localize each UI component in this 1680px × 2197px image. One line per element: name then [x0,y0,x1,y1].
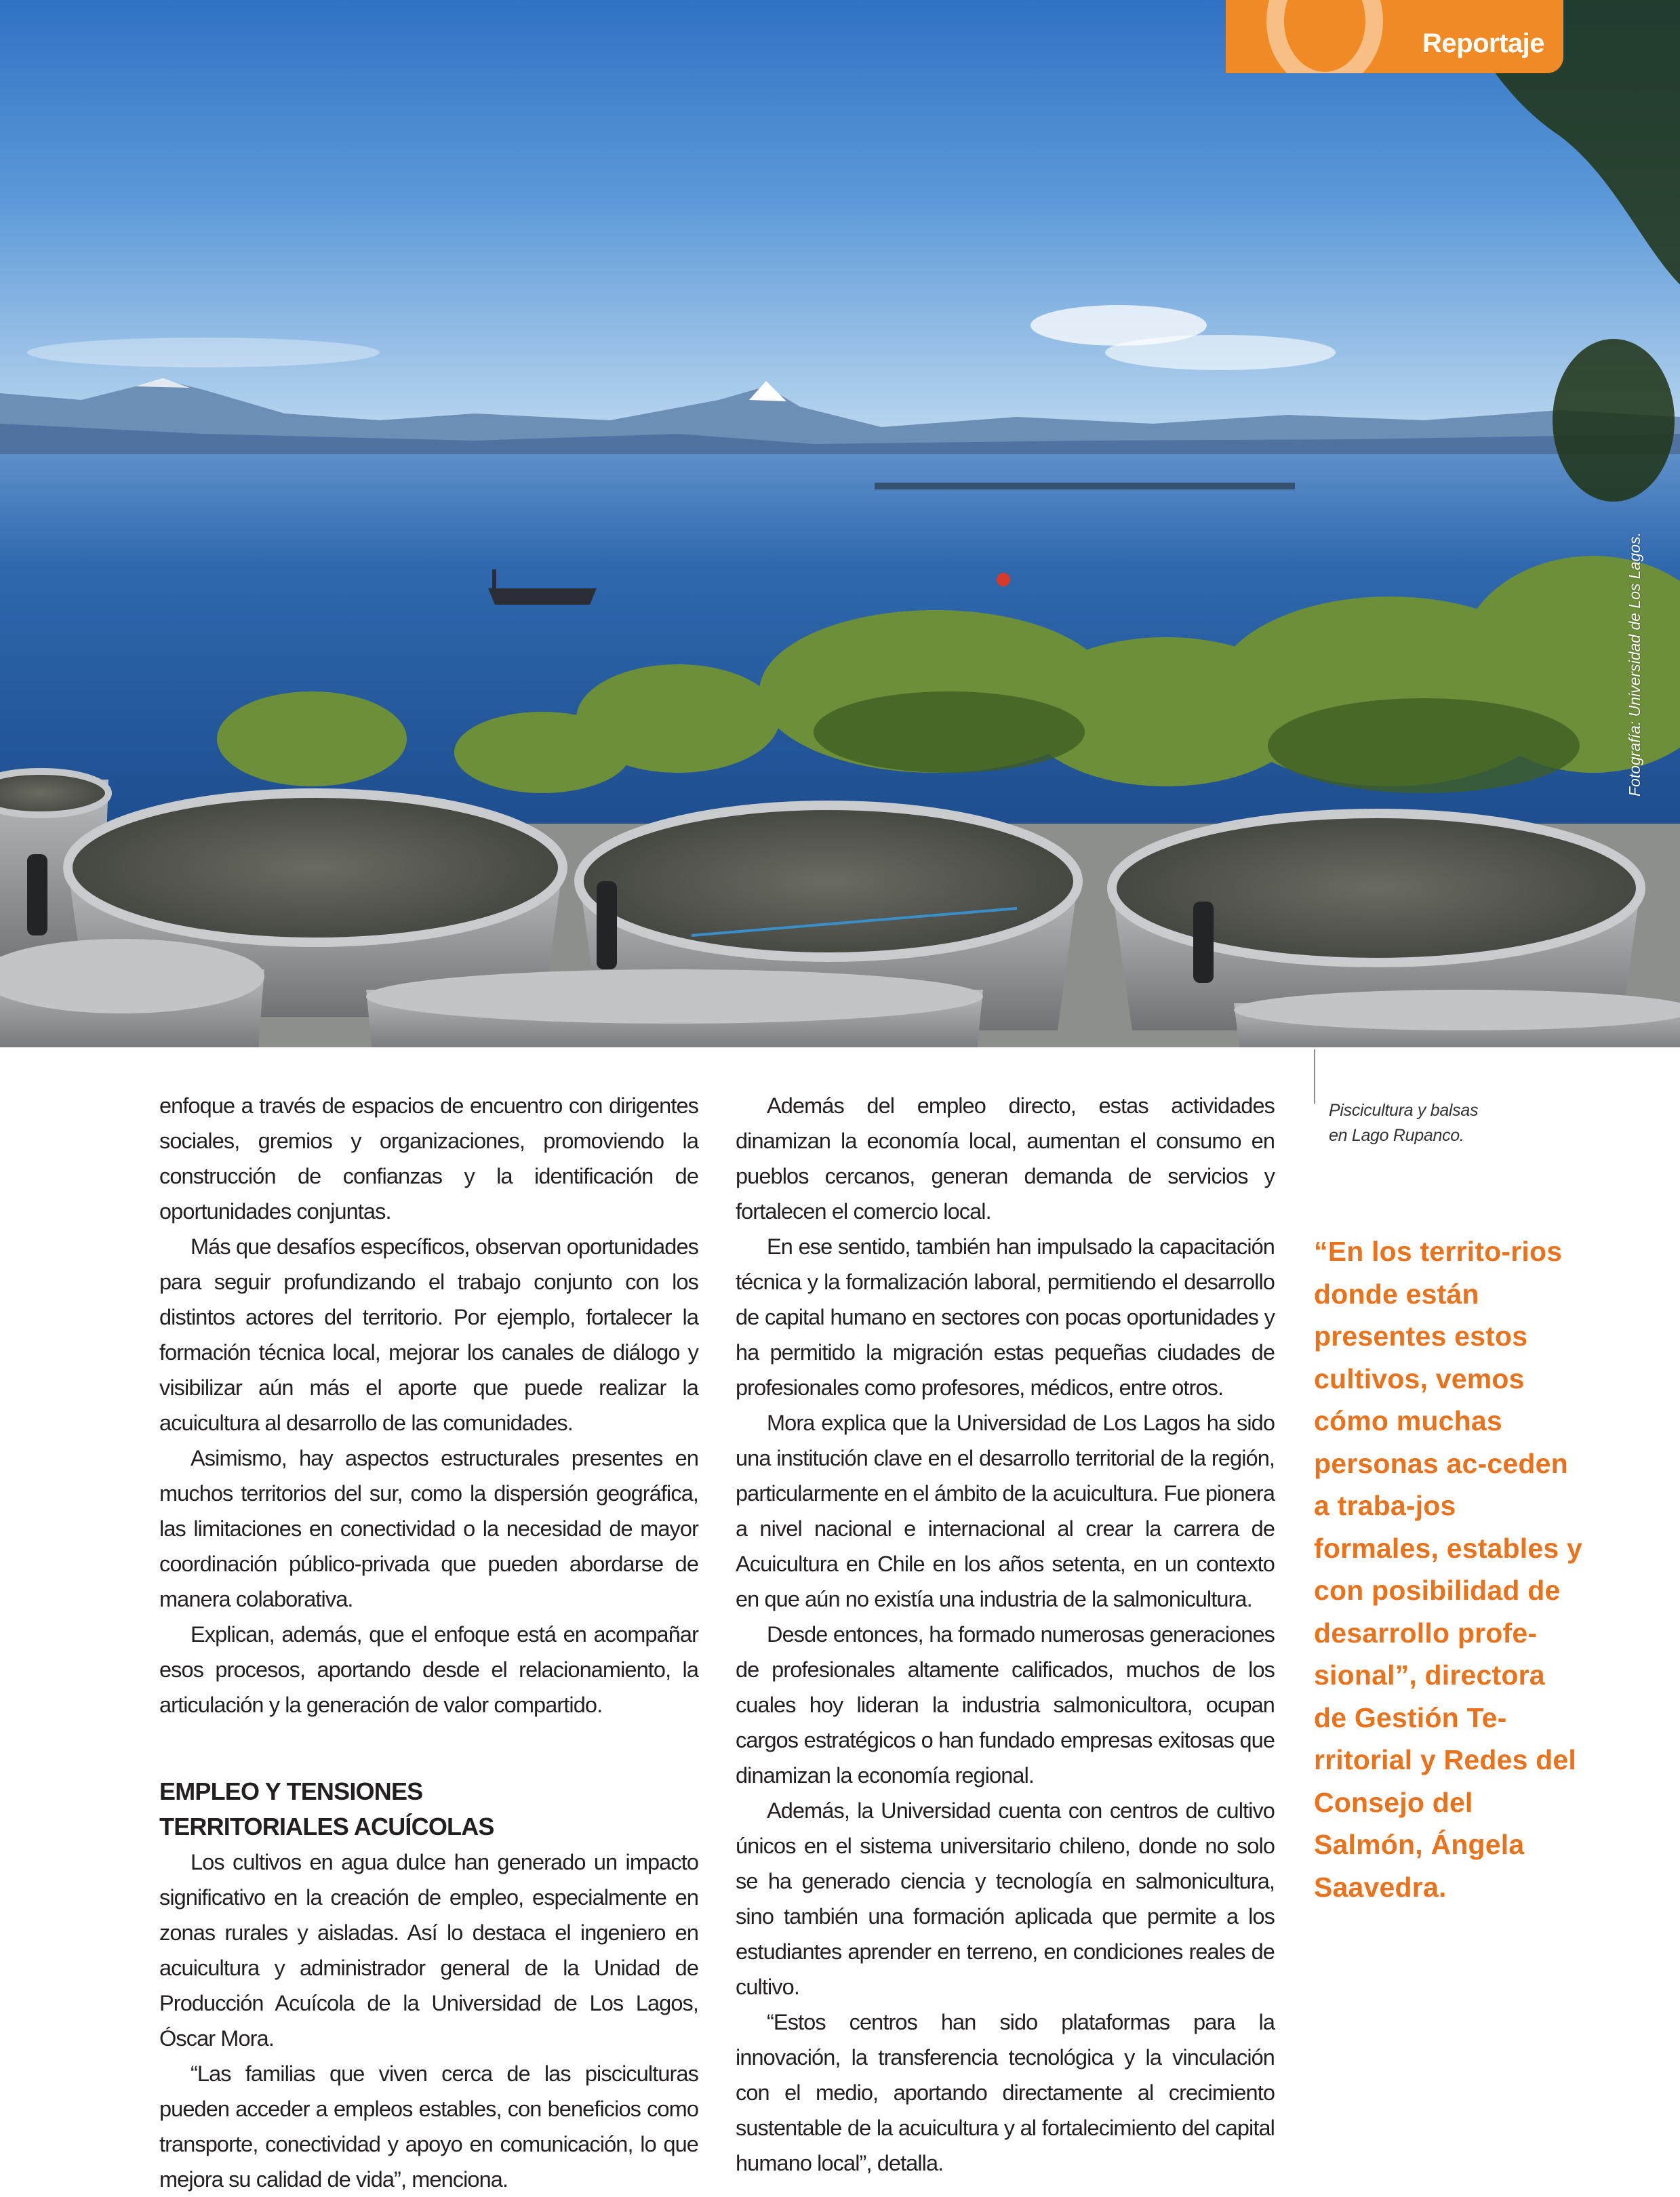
paragraph: Los cultivos en agua dulce han generado un impacto significativo en la creación de empleo, especialmente en zonas rurales y aisladas. Así lo destaca el ingeniero en acuicultura y administrador general de la Unidad de Producción Acuícola de la Universidad de Los Lagos, Óscar Mora. [159,1850,698,2051]
paragraph: “Las familias que viven cerca de las pisciculturas pueden acceder a empleos estables, con beneficios como transporte, conectividad y apoyo en comunicación, lo que mejora su calidad de vida”, menciona. [159,2061,698,2192]
paragraph: Explican, además, que el enfoque está en acompañar esos procesos, aportando desde el relacionamiento, la articulación y la generación de valor compartido. [159,1622,698,1717]
paragraph: En ese sentido, también han impulsado la capacitación técnica y la formalización laboral, permitiendo el desarrollo de capital humano en sectores con pocas oportunidades y ha permitido la migración estas pequeñas ciudades de profesionales como profesores, médicos, entre otros. [736,1234,1275,1400]
section-heading-line-1: EMPLEO Y TENSIONES [159,1777,423,1805]
article-column-2 [736,1088,1275,2181]
paragraph: enfoque a través de espacios de encuentro con dirigentes sociales, gremios y organizaciones, promoviendo la construcción de confianzas y la identificación de oportunidades conjuntas. [159,1093,698,1224]
paragraph: “Estos centros han sido plataformas para la innovación, la transferencia tecnológica y la vinculación con el medio, aportando directamente al crecimiento sustentable de la acuicultura y al fortalecimiento del capital humano local”, detalla. [736,2010,1275,2175]
paragraph: Además del empleo directo, estas actividades dinamizan la economía local, aumentan el consumo en pueblos cercanos, generan demanda de servicios y fortalecen el comercio local. [736,1093,1275,1224]
caption-divider [1314,1049,1315,1104]
photo-caption [1329,1098,1532,1148]
section-tag [1226,0,1563,73]
section-heading [159,1774,698,1845]
caption-line-1: Piscicultura y balsas [1329,1101,1479,1120]
paragraph: Desde entonces, ha formado numerosas generaciones de profesionales altamente calificados, muchos de los cuales hoy lideran la industria salmonicultora, ocupan cargos estratégicos o han fundado empresas exitosas que dinamizan la economía regional. [736,1622,1275,1788]
section-tag-label: Reportaje [1422,28,1544,58]
logo-swirl-icon [1266,0,1383,73]
paragraph: Además, la Universidad cuenta con centros de cultivo únicos en el sistema universitario chileno, donde no solo se ha generado ciencia y tecnología en salmonicultura, sino también una formación aplicada que permite a los estudiantes aprender en terreno, en condiciones reales de cultivo. [736,1798,1275,1999]
pull-quote: “En los territo-rios donde están presentes estos cultivos, vemos cómo muchas personas ac-ceden a traba-jos formales, estables y con posibilidad de desarrollo profe-sional”, directora de Gestión Te-rritorial y Redes del Consejo del Salmón, Ángela Saavedra. [1314,1236,1582,1903]
caption-line-2: en Lago Rupanco. [1329,1126,1464,1145]
photo-credit: Fotografía: Universidad de Los Lagos. [1626,532,1643,797]
paragraph: Mora explica que la Universidad de Los Lagos ha sido una institución clave en el desarrollo territorial de la región, particularmente en el ámbito de la acuicultura. Fue pionera a nivel nacional e internacional al crear la carrera de Acuicultura en Chile en los años setenta, en un contexto en que aún no existía una industria de la salmonicultura. [736,1411,1275,1611]
hero-photo [0,0,1680,1047]
section-heading-line-2: TERRITORIALES ACUÍCOLAS [159,1813,494,1840]
article-column-1 [159,1088,698,2197]
paragraph: Asimismo, hay aspectos estructurales presentes en muchos territorios del sur, como la dispersión geográfica, las limitaciones en conectividad o la necesidad de mayor coordinación público-privada que pueden abordarse de manera colaborativa. [159,1446,698,1611]
paragraph: Más que desafíos específicos, observan oportunidades para seguir profundizando el trabajo conjunto con los distintos actores del territorio. Por ejemplo, fortalecer la formación técnica local, mejorar los canales de diálogo y visibilizar aún más el aporte que puede realizar la acuicultura al desarrollo de las comunidades. [159,1234,698,1435]
